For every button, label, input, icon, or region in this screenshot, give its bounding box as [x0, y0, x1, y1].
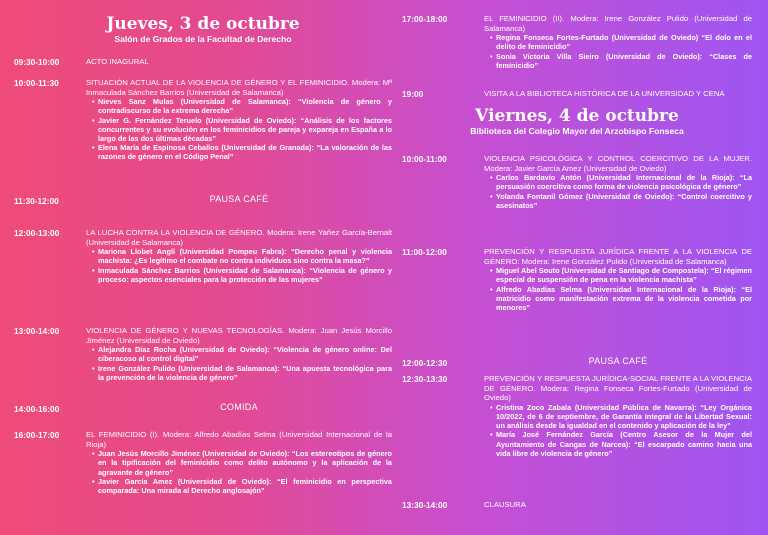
talk-item: • Nieves Sanz Mulas (Universidad de Salamanca): “Violencia de género y contradiscurso de la extrema derecha” [98, 97, 392, 115]
talk-item: • Yolanda Fontanil Gómez (Universidad de Oviedo): “Control coercitivo y asesinatos” [496, 192, 752, 210]
session-content [484, 247, 752, 312]
talk-item: • Elena María de Espinosa Ceballos (Universidad de Granada): “La valoración de las razones de género en el Código Penal” [98, 143, 392, 161]
talk-list [86, 97, 392, 161]
session-title: PREVENCIÓN Y RESPUESTA JURÍDICA FRENTE A LA VIOLENCIA DE GÉNERO: [484, 247, 752, 266]
session-time: 13:00-14:00 [14, 326, 60, 336]
talk-item: • Juan Jesús Morcillo Jiménez (Universidad de Oviedo): “Los estereotipos de género en la tipificación del feminicidio como delito autónomo y la aplicación de la agravante de género” [98, 449, 392, 477]
session-heading [484, 247, 752, 266]
talk-item: • Alfredo Abadías Selma (Universidad Internacional de la Rioja): “El matricidio como manifestación extrema de la violencia cometida por menores” [496, 285, 752, 313]
talk-item: • Sonia Victoria Villa Sieiro (Universidad de Oviedo): “Clases de feminicidio” [496, 52, 752, 70]
session-heading [484, 374, 752, 403]
talk-item: • María José Fernández García (Centro Asesor de la Mujer del Ayuntamiento de Cangas de Narcea): “El escarpado camino hacia una vida libre de violencia de género” [496, 430, 752, 458]
session-time: 19:00 [402, 89, 424, 99]
day-title: Viernes, 4 de octubre [475, 106, 679, 126]
talk-list [86, 345, 392, 382]
talk-item: • Javier G. Fernández Teruelo (Universidad de Oviedo): “Análisis de los factores concurrentes y su evolución en los feminicidios de pareja y expareja en España a lo largo de las dos últimas décadas” [98, 116, 392, 144]
venue: Biblioteca del Colegio Mayor del Arzobispo Fonseca [470, 126, 684, 136]
session-content [484, 500, 752, 510]
moderator: Modera: Mª Inmaculada Sánchez Barrios (Universidad de Salamanca) [86, 78, 392, 97]
talk-item: • Mariona Llobet Anglí (Universidad Pompeu Fabra): “Derecho penal y violencia machista: ¿Es legítimo el combate no contra individuos sino contra la masa?” [98, 247, 392, 265]
session-heading [484, 14, 752, 33]
session-content [86, 326, 392, 382]
session-content [484, 374, 752, 458]
session-time: 14:00-16:00 [14, 404, 60, 414]
session-content [484, 89, 752, 99]
session-heading [86, 326, 392, 345]
session-time: 17:00-18:00 [402, 14, 448, 24]
talk-item: • Irene González Pulido (Universidad de Salamanca): “Una apuesta tecnológica para la prevención de la violencia de género” [98, 364, 392, 382]
session-title: VISITA A LA BIBLIOTECA HISTÓRICA DE LA UNIVERSIDAD Y CENA [484, 89, 725, 98]
break-label: PAUSA CAFÉ [588, 356, 648, 366]
moderator: Modera: Alfredo Abadías Selma (Universidad Internacional de la Rioja) [86, 430, 392, 449]
day-title: Jueves, 3 de octubre [106, 14, 300, 34]
session-content [484, 14, 752, 70]
moderator: Modera: Javier García Amez (Universidad de Oviedo) [484, 163, 667, 173]
talk-item: • Miguel Abel Souto (Universidad de Santiago de Compostela): “El régimen especial de suspensión de pena en la violencia machista” [496, 266, 752, 284]
session-time: 13:30-14:00 [402, 500, 448, 510]
moderator: Modera: Regina Fonseca Fortes-Furtado (Universidad de Oviedo) [484, 383, 752, 403]
talk-list [86, 449, 392, 495]
talk-item: • Javier García Amez (Universidad de Oviedo): “El feminicidio en perspectiva comparada: Una mirada al Derecho anglosajón” [98, 477, 392, 495]
session-title: EL FEMINICIDIO (I). [86, 430, 160, 439]
session-title: ACTO INAGURAL [86, 57, 149, 66]
session-heading [86, 78, 392, 97]
friday-header [402, 106, 752, 137]
session-content [484, 154, 752, 210]
session-time: 12:00-12:30 [402, 358, 448, 368]
session-time: 09:30-10:00 [14, 57, 60, 67]
session-title: CLAUSURA [484, 500, 526, 509]
talk-item: • Cristina Zoco Zabala (Universidad Pública de Navarra): “Ley Orgánica 10/2022, de 6 de septiembre, de Garantía Integral de la Libertad Sexual: un análisis desde la igualdad en el contenido y aplicación de la ley” [496, 403, 752, 431]
session-time: 12:00-13:00 [14, 228, 60, 238]
session-time: 12:30-13:30 [402, 374, 448, 384]
session-heading [86, 430, 392, 449]
session-content [484, 356, 752, 367]
session-content [86, 430, 392, 495]
talk-item: • Regina Fonseca Fortes-Furtado (Universidad de Oviedo) “El dolo en el delito de feminicidio” [496, 33, 752, 51]
session-title: VIOLENCIA DE GÉNERO Y NUEVAS TECNOLOGÍAS. [86, 326, 285, 335]
break-label: PAUSA CAFÉ [209, 194, 269, 204]
session-content [86, 402, 392, 413]
session-title: SITUACIÓN ACTUAL DE LA VIOLENCIA DE GÉNERO Y EL FEMINICIDIO. [86, 78, 350, 87]
moderator: Modera: Irene Yañez García-Bernalt (Universidad de Salamanca) [86, 228, 392, 247]
moderator: Modera: Irene González Pulido (Universidad de Salamanca) [484, 14, 753, 33]
talk-list [86, 247, 392, 284]
session-content [86, 78, 392, 162]
session-time: 10:00-11:00 [402, 154, 447, 164]
venue: Salón de Grados de la Facultad de Derecho [114, 34, 292, 44]
session-time: 11:00-12:00 [402, 247, 447, 257]
moderator: Modera: Juan Jesús Morcillo Jiménez (Universidad de Oviedo) [86, 326, 392, 345]
session-title: VIOLENCIA PSICOLÓGICA Y CONTROL COERCITIVO DE LA MUJER. [484, 154, 752, 163]
session-title: LA LUCHA CONTRA LA VIOLENCIA DE GÉNERO. [86, 228, 265, 237]
talk-list [484, 33, 752, 70]
talk-item: • Alejandra Díaz Rocha (Universidad de Oviedo): “Violencia de género online: Del ciberacoso al control digital” [98, 345, 392, 363]
talk-item: • Carlos Bardavío Antón (Universidad Internacional de la Rioja): “La persuasión coercitiva como forma de violencia psicológica de género” [496, 173, 752, 191]
session-content [86, 57, 392, 67]
session-heading [484, 154, 752, 173]
talk-list [484, 173, 752, 210]
moderator: Modera: Irene González Pulido (Universidad de Salamanca) [521, 256, 727, 266]
talk-item: • Inmaculada Sánchez Barrios (Universidad de Salamanca): “Violencia de género y proceso: aspectos esenciales para la protección de las mujeres” [98, 266, 392, 284]
session-content [86, 228, 392, 284]
talk-list [484, 403, 752, 458]
session-time: 10:00-11:30 [14, 78, 59, 88]
talk-list [484, 266, 752, 312]
session-time: 16:00-17:00 [14, 430, 60, 440]
break-label: COMIDA [220, 402, 258, 412]
session-time: 11:30-12:00 [14, 196, 59, 206]
session-heading [86, 228, 392, 247]
session-content [86, 194, 392, 205]
session-title: PREVENCIÓN Y RESPUESTA JURÍDICA-SOCIAL FRENTE A LA VIOLENCIA DE GÉNERO. [484, 374, 752, 393]
thursday-header [14, 14, 392, 45]
session-title: EL FEMINICIDIO (II). [484, 14, 565, 23]
